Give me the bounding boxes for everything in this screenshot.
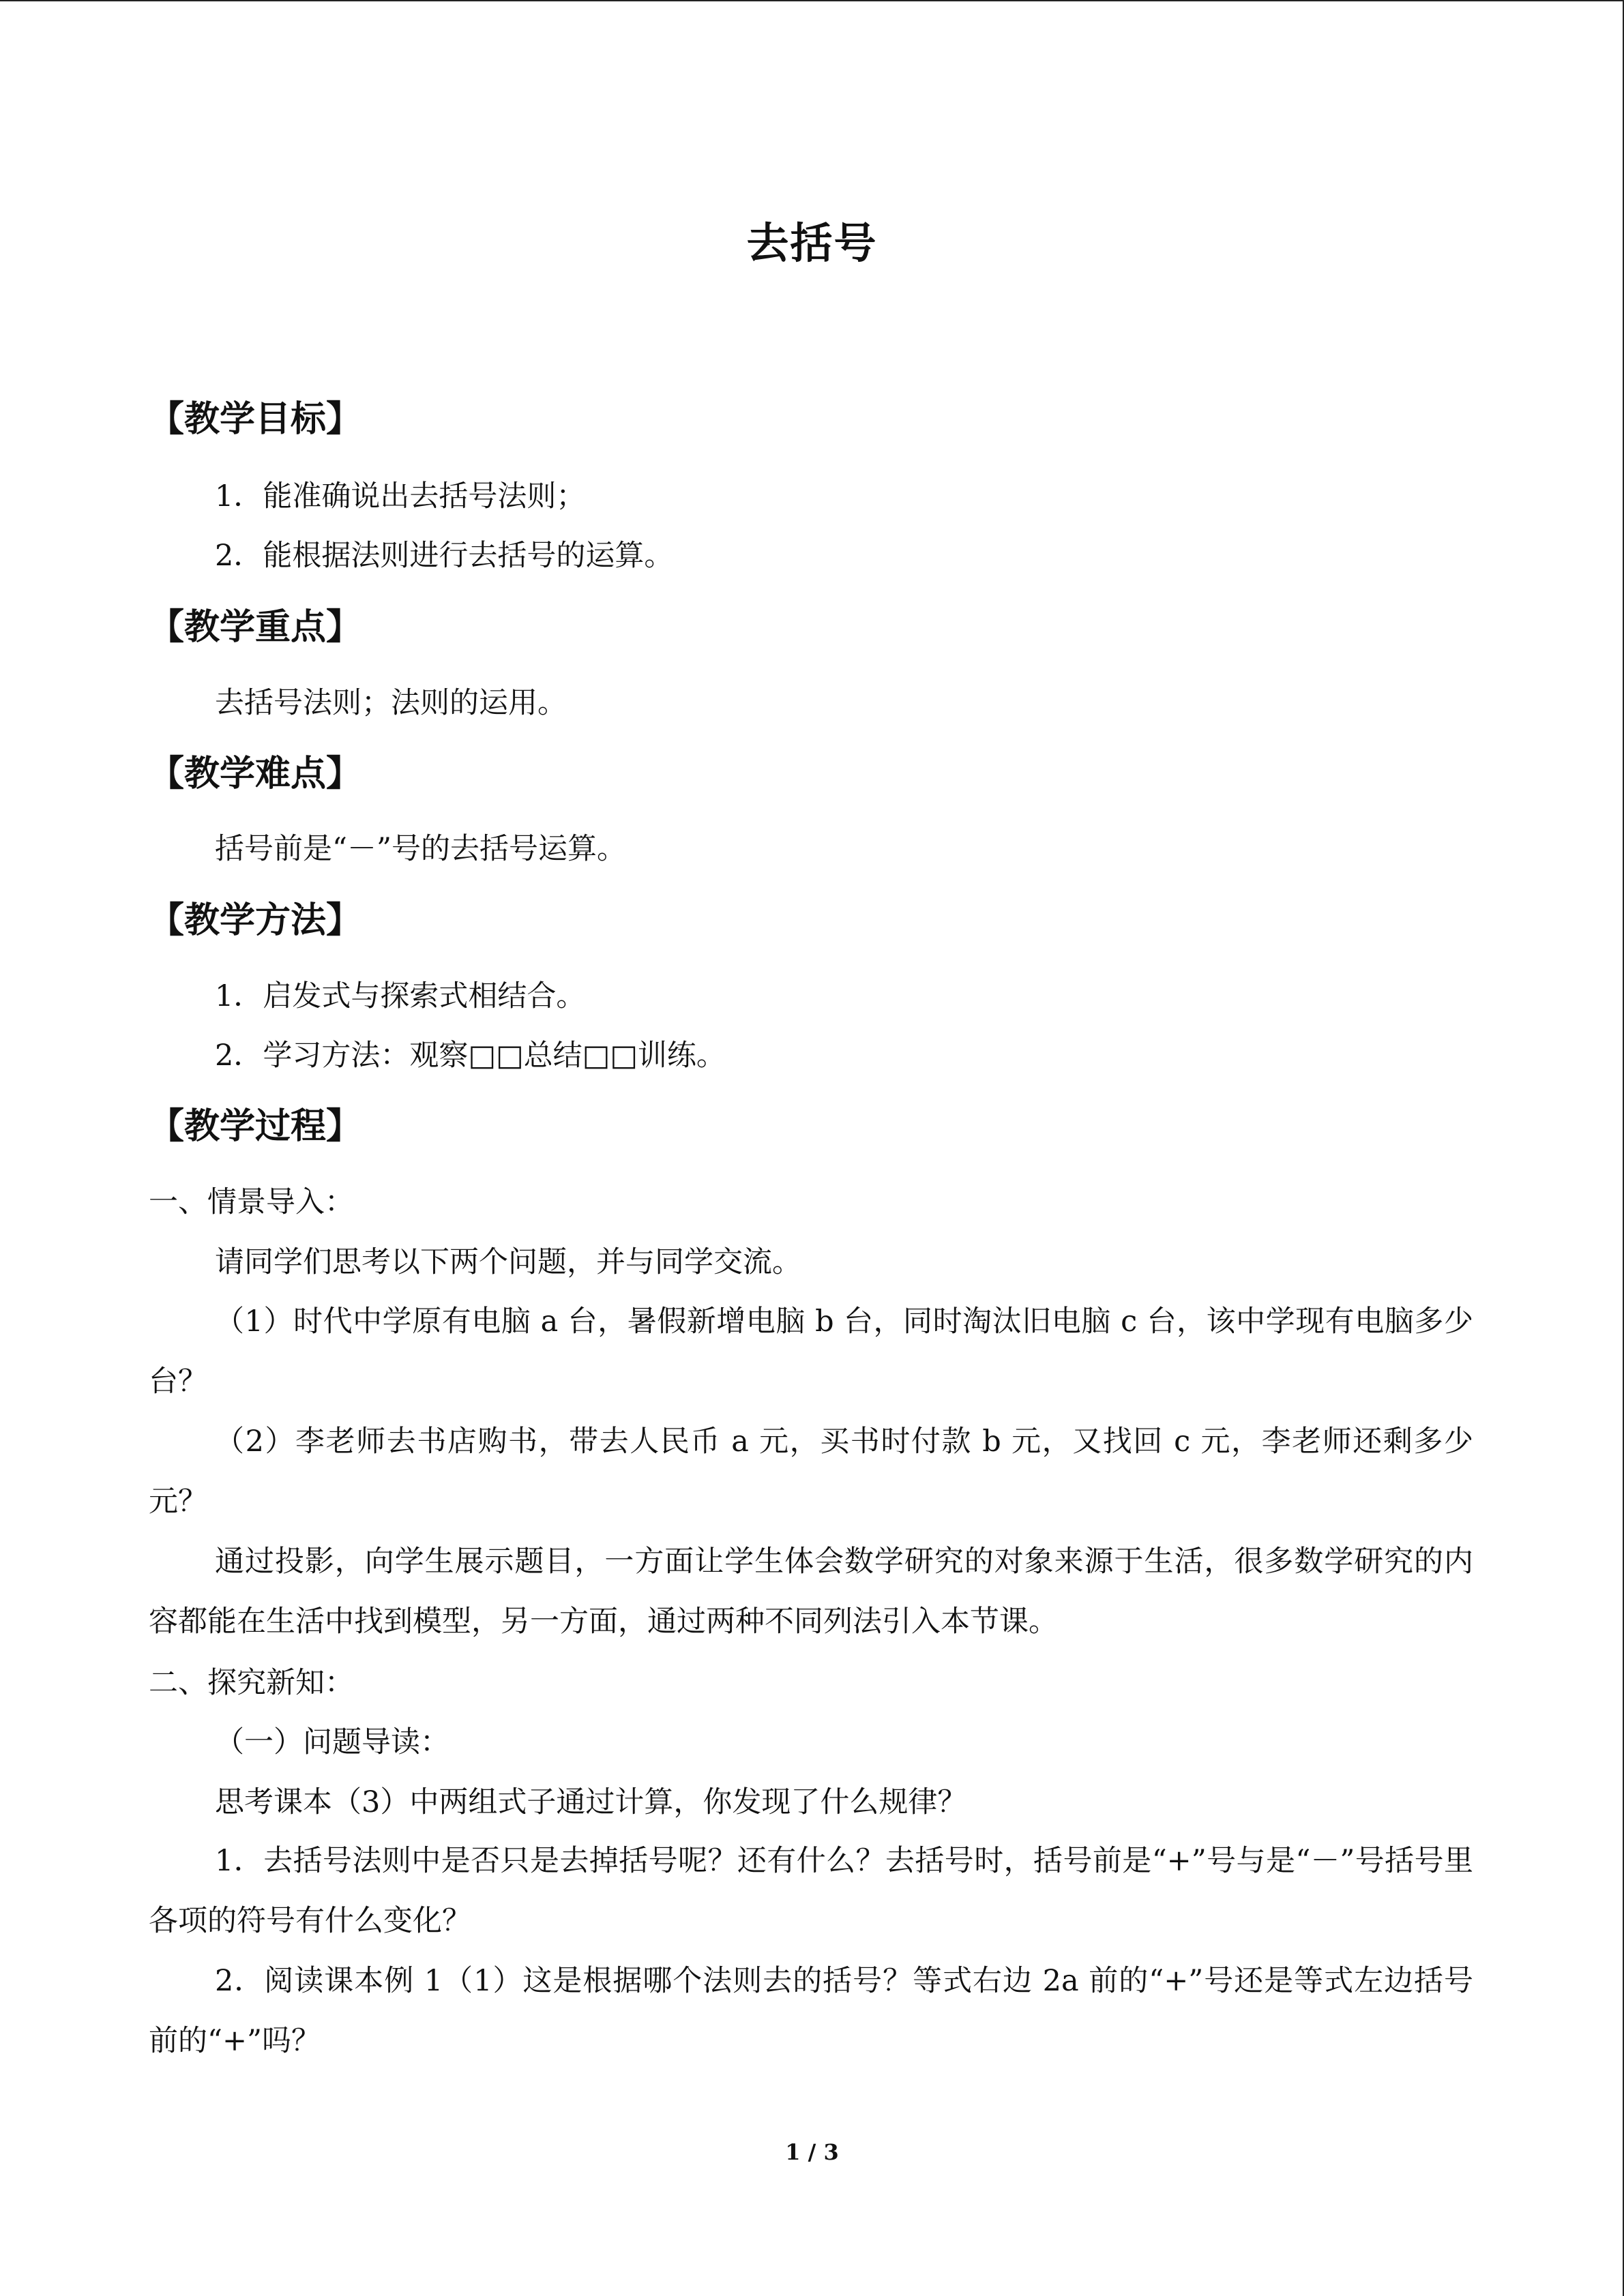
page-title: 去括号 xyxy=(746,218,878,268)
section-heading-objectives: 【教学目标】 xyxy=(149,399,362,440)
process-paragraphs xyxy=(149,1292,1473,1652)
process-sub1-intro: 思考课本（3）中两组式子通过计算，你发现了什么规律？ xyxy=(215,1785,967,1819)
question-1: （1）时代中学原有电脑 a 台，暑假新增电脑 b 台，同时淘汰旧电脑 c 台，该中学现有电脑多少台？ xyxy=(149,1304,1473,1399)
sub1-question-2: 2．阅读课本例 1（1）这是根据哪个法则去的括号？等式右边 2a 前的“+”号还是等式左边括号前的“+”吗？ xyxy=(149,1964,1473,2058)
process-sub1-title: （一）问题导读： xyxy=(215,1725,449,1759)
difficulties-text: 括号前是“－”号的去括号运算。 xyxy=(215,832,626,866)
method-item-2: 2．学习方法：观察□□总结□□训练。 xyxy=(215,1039,726,1073)
process-part1-title: 一、情景导入： xyxy=(149,1185,354,1219)
section-heading-key-points: 【教学重点】 xyxy=(149,607,362,648)
objective-item-2: 2．能根据法则进行去括号的运算。 xyxy=(215,539,674,573)
section-heading-process: 【教学过程】 xyxy=(149,1106,362,1147)
page-number: 1 / 3 xyxy=(785,2139,839,2165)
process-part2-title: 二、探究新知： xyxy=(149,1666,354,1700)
process-sub1-questions xyxy=(149,1831,1473,2071)
section-heading-difficulties: 【教学难点】 xyxy=(149,754,362,794)
process-part1-intro: 请同学们思考以下两个问题，并与同学交流。 xyxy=(215,1245,801,1279)
sub1-question-1: 1．去括号法则中是否只是去掉括号呢？还有什么？去括号时，括号前是“+”号与是“－”号括号里各项的符号有什么变化？ xyxy=(149,1844,1473,1938)
key-points-text: 去括号法则；法则的运用。 xyxy=(215,686,567,720)
objective-item-1: 1．能准确说出去括号法则； xyxy=(215,479,586,513)
method-item-1: 1．启发式与探索式相结合。 xyxy=(215,979,586,1013)
question-2: （2）李老师去书店购书，带去人民币 a 元，买书时付款 b 元，又找回 c 元，李老师还剩多少元？ xyxy=(149,1425,1473,1519)
part1-note: 通过投影，向学生展示题目，一方面让学生体会数学研究的对象来源于生活，很多数学研究的内容都能在生活中找到模型，另一方面，通过两种不同列法引入本节课。 xyxy=(149,1545,1473,1639)
section-heading-methods: 【教学方法】 xyxy=(149,900,362,941)
